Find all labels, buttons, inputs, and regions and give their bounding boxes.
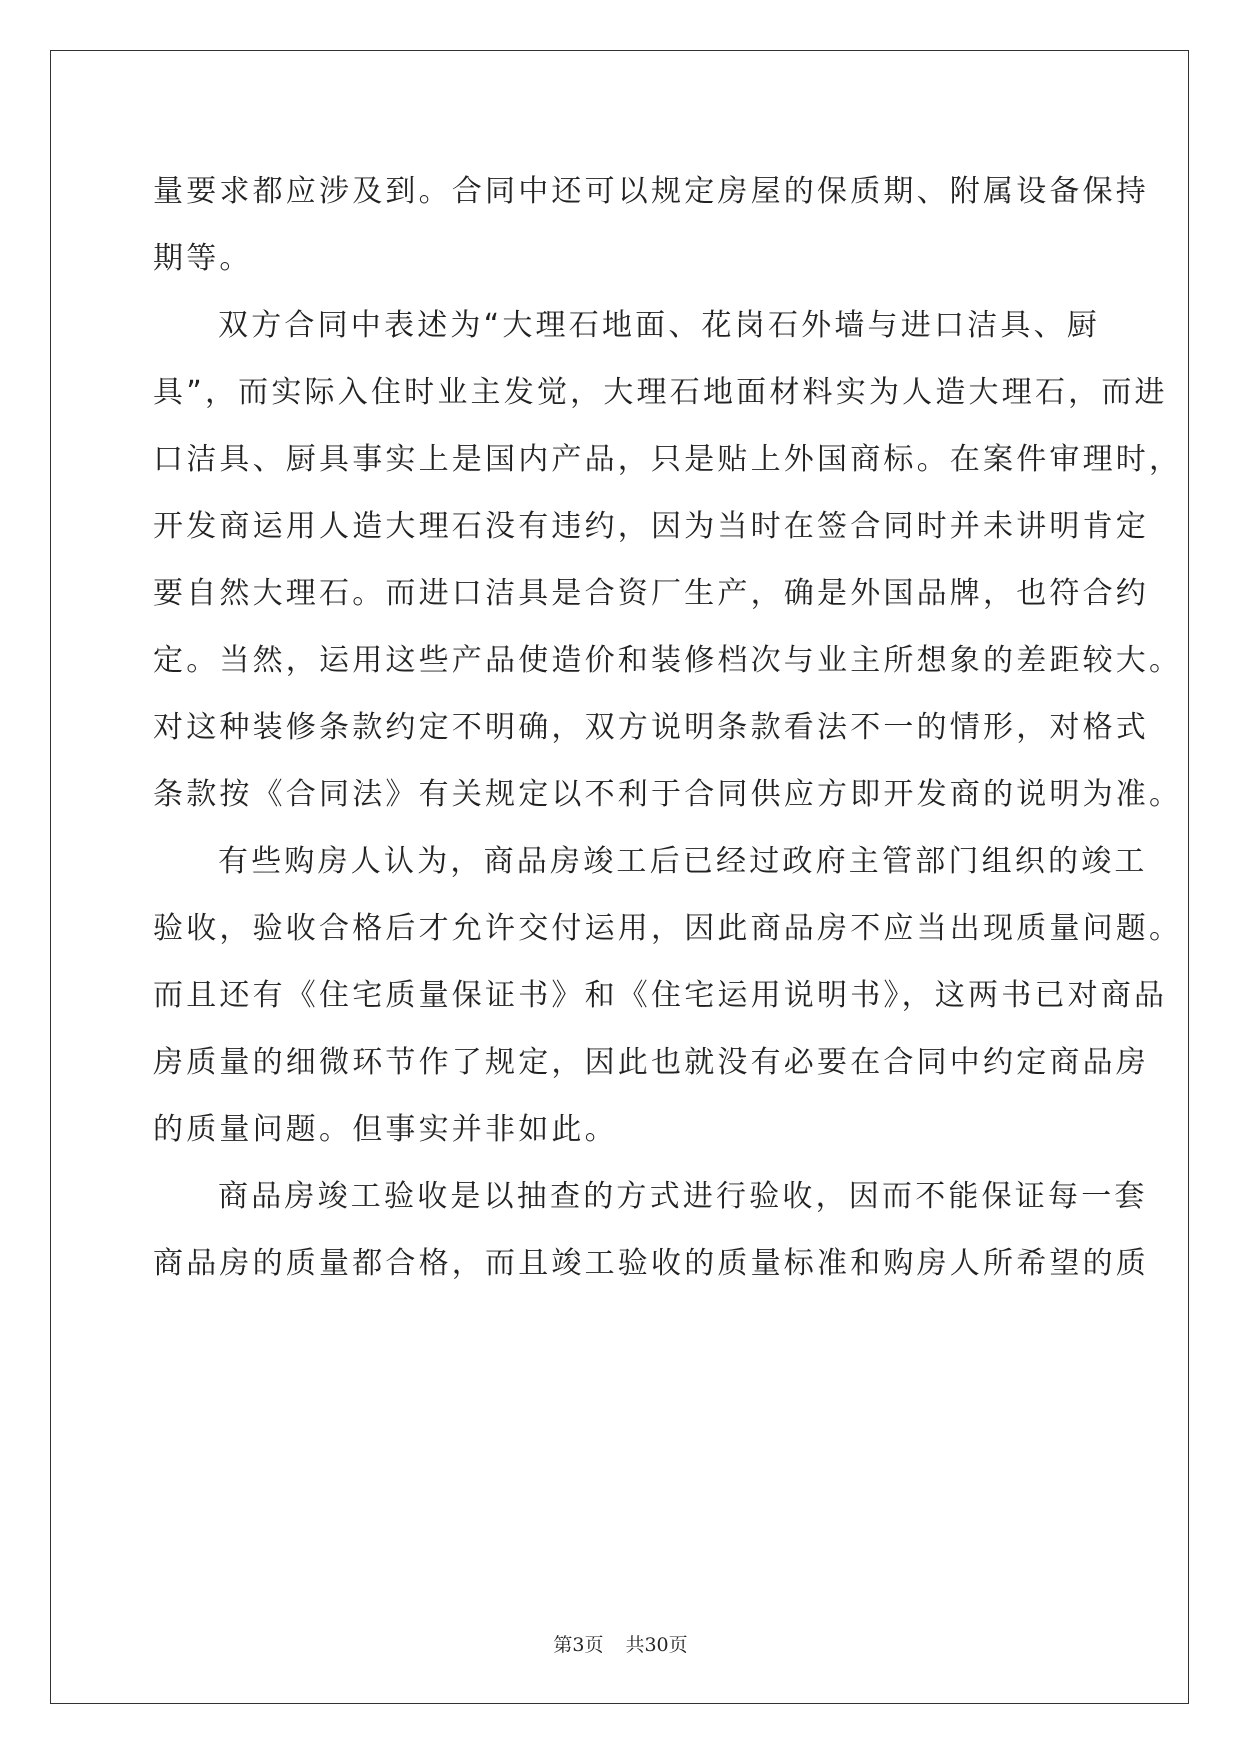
text-line: 双方合同中表述为“大理石地面、花岗石外墙与进口洁具、厨 — [218, 308, 1100, 343]
text-line: 量要求都应涉及到。合同中还可以规定房屋的保质期、附属设备保持 — [153, 174, 1149, 209]
text-line: 商品房竣工验收是以抽查的方式进行验收，因而不能保证每一套 — [218, 1179, 1148, 1214]
text-line: 开发商运用人造大理石没有违约，因为当时在签合同时并未讲明肯定 — [153, 509, 1149, 544]
text-line: 具”，而实际入住时业主发觉，大理石地面材料实为人造大理石，而进 — [153, 375, 1168, 410]
text-line: 要自然大理石。而进口洁具是合资厂生产，确是外国品牌，也符合约 — [153, 576, 1149, 611]
text-line: 商品房的质量都合格，而且竣工验收的质量标准和购房人所希望的质 — [153, 1246, 1149, 1281]
page-footer — [0, 1630, 1241, 1657]
text-line: 定。当然，运用这些产品使造价和装修档次与业主所想象的差距较大。 — [153, 643, 1183, 678]
text-line: 对这种装修条款约定不明确，双方说明条款看法不一的情形，对格式 — [153, 710, 1149, 745]
text-line: 条款按《合同法》有关规定以不利于合同供应方即开发商的说明为准。 — [153, 777, 1183, 812]
page-number: 第3页 — [553, 1634, 604, 1656]
text-line: 的质量问题。但事实并非如此。 — [153, 1112, 618, 1147]
text-line: 有些购房人认为，商品房竣工后已经过政府主管部门组织的竣工 — [218, 844, 1148, 879]
text-line: 期等。 — [153, 241, 253, 276]
page-total: 共30页 — [625, 1634, 688, 1656]
text-line: 口洁具、厨具事实上是国内产品，只是贴上外国商标。在案件审理时， — [153, 442, 1183, 477]
text-line: 验收，验收合格后才允许交付运用，因此商品房不应当出现质量问题。 — [153, 911, 1183, 946]
document-body — [153, 158, 1183, 1297]
text-line: 而且还有《住宅质量保证书》和《住宅运用说明书》，这两书已对商品 — [153, 978, 1168, 1013]
text-line: 房质量的细微环节作了规定，因此也就没有必要在合同中约定商品房 — [153, 1045, 1149, 1080]
